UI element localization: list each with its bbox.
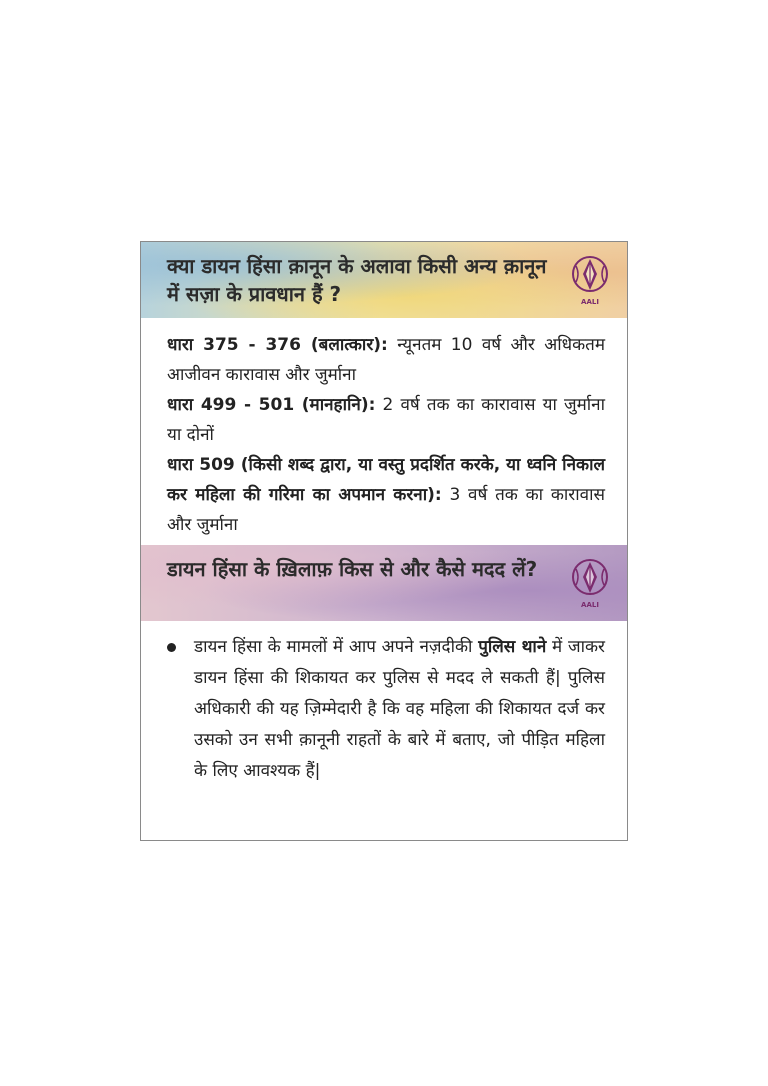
law-penalty: 2 वर्ष तक का कारावास या जुर्माना या दोनों: [167, 395, 605, 445]
bullet-text-part: में जाकर डायन हिंसा की शिकायत कर पुलिस से मदद ले सकती हैं| पुलिस अधिकारी की यह ज़िम्मेदारी है कि वह महिला की शिकायत दर्ज कर उसको उन सभी क़ानूनी राहतों के बारे में बताए, जो पीड़ित महिला के लिए आवश्यक हैं|: [194, 637, 605, 781]
law-name: धारा 499 - 501 (मानहानि):: [167, 395, 376, 415]
aali-logo: [567, 557, 613, 607]
logo-text: AALI: [581, 298, 599, 306]
law-name: धारा 509 (किसी शब्द द्वारा, या वस्तु प्रदर्शित करके, या ध्वनि निकाल कर महिला की गरिमा का अपमान करना):: [167, 455, 605, 505]
law-name: धारा 375 - 376 (बलात्कार):: [167, 335, 388, 355]
law-item: [167, 390, 605, 450]
law-item: [167, 450, 605, 540]
law-penalty: 3 वर्ष तक का कारावास और जुर्माना: [167, 485, 605, 535]
list-item: [161, 632, 605, 787]
section-1-heading: क्या डायन हिंसा क़ानून के अलावा किसी अन्य क़ानून में सज़ा के प्रावधान हैं ?: [167, 254, 547, 306]
law-item: [167, 330, 605, 390]
section-2-body: [161, 632, 605, 787]
bullet-text-part: डायन हिंसा के मामलों में आप अपने नज़दीकी: [194, 637, 479, 657]
section-2-heading: डायन हिंसा के ख़िलाफ़ किस से और कैसे मदद लें?: [167, 557, 538, 581]
aali-logo: [567, 254, 613, 304]
section-2-header: [141, 545, 627, 621]
section-1-header: [141, 242, 627, 318]
police-station-emphasis: पुलिस थाने: [478, 637, 547, 657]
bullet-text: [194, 632, 605, 787]
aali-logo-icon: [567, 557, 613, 601]
bullet-icon: [167, 643, 176, 652]
law-penalty: न्यूनतम 10 वर्ष और अधिकतम आजीवन कारावास और जुर्माना: [167, 335, 606, 385]
section-1-body: [167, 330, 605, 540]
info-card: [140, 241, 628, 841]
logo-text: AALI: [581, 601, 599, 609]
aali-logo-icon: [567, 254, 613, 298]
